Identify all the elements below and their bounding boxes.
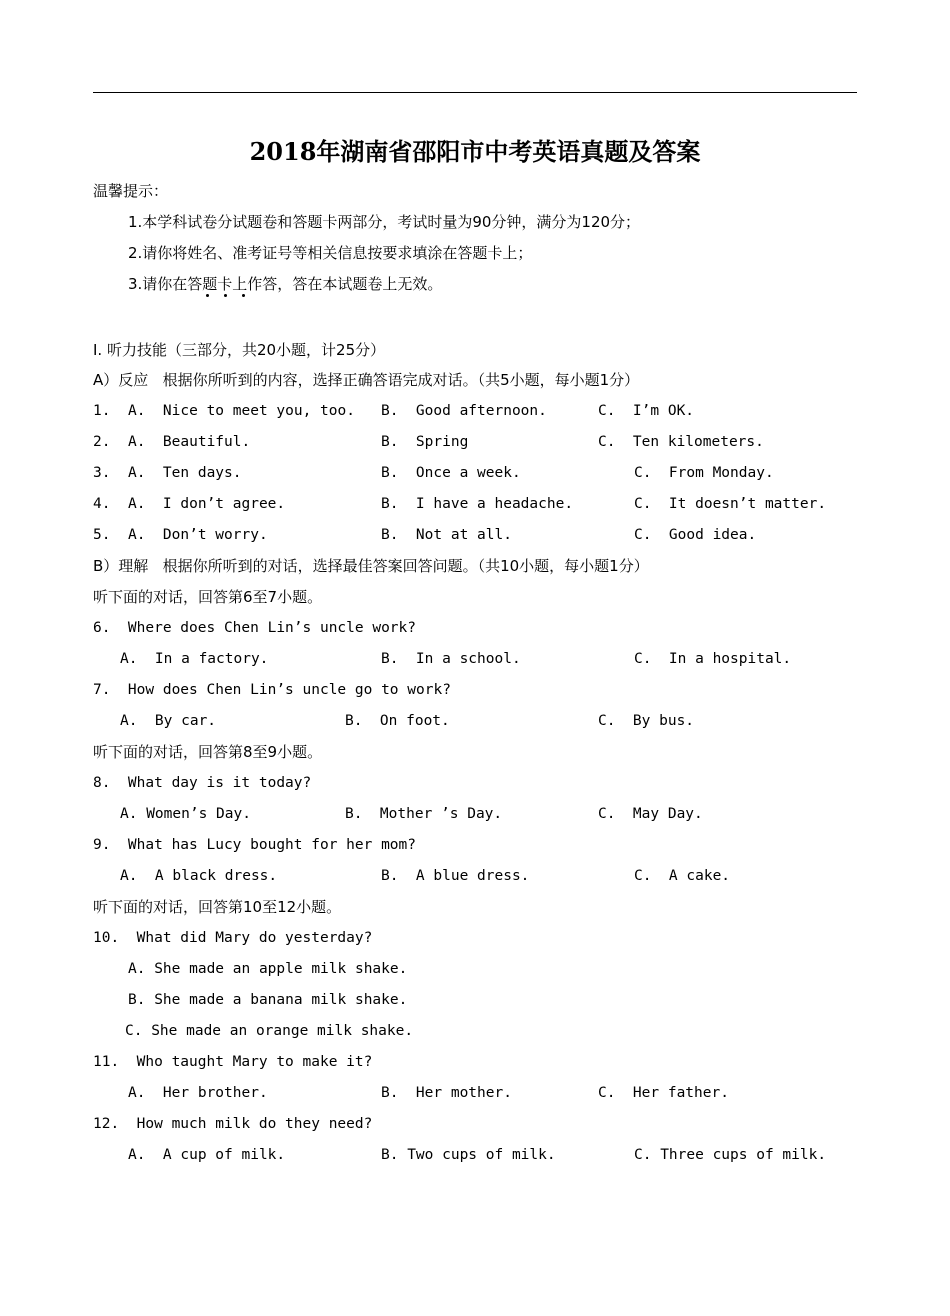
tip-item-3: 3.请你在答题卡上作答，答在本试题卷上无效。 bbox=[128, 275, 443, 293]
emphasis-dot bbox=[224, 294, 227, 297]
option-c: C. Ten kilometers. bbox=[598, 434, 764, 450]
option-a: A. Beautiful. bbox=[128, 434, 251, 450]
emphasis-dot bbox=[242, 294, 245, 297]
option-c: C. From Monday. bbox=[634, 465, 774, 481]
question-stem: 10. What did Mary do yesterday? bbox=[93, 930, 373, 946]
option-c: C. It doesn’t matter. bbox=[634, 496, 827, 512]
option-a: A. Don’t worry. bbox=[128, 527, 268, 543]
option-b: B. I have a headache. bbox=[381, 496, 574, 512]
option-a: A. A black dress. bbox=[120, 868, 278, 884]
question-number: 3. bbox=[93, 465, 111, 481]
option-b: B. A blue dress. bbox=[381, 868, 530, 884]
tip-item-1: 1.本学科试卷分试题卷和答题卡两部分，考试时量为90分钟，满分为120分； bbox=[128, 213, 641, 231]
part-a-instruction: A）反应 根据你所听到的内容，选择正确答语完成对话。（共5小题，每小题1分） bbox=[93, 371, 640, 389]
dialogue-note: 听下面的对话，回答第8至9小题。 bbox=[93, 743, 323, 761]
question-number: 1. bbox=[93, 403, 111, 419]
option-b: B. Once a week. bbox=[381, 465, 521, 481]
section-heading: Ⅰ. 听力技能（三部分，共20小题，计25分） bbox=[93, 341, 386, 359]
option-a: A. A cup of milk. bbox=[128, 1147, 286, 1163]
option-a: A. Women’s Day. bbox=[120, 806, 251, 822]
question-number: 4. bbox=[93, 496, 111, 512]
dialogue-note: 听下面的对话，回答第6至7小题。 bbox=[93, 588, 323, 606]
option-a: A. In a factory. bbox=[120, 651, 269, 667]
page-title: 2018年湖南省邵阳市中考英语真题及答案 bbox=[249, 137, 701, 166]
option-a: A. Ten days. bbox=[128, 465, 242, 481]
option-c: C. A cake. bbox=[634, 868, 731, 884]
option-c: C. Her father. bbox=[598, 1085, 729, 1101]
option-b: B. In a school. bbox=[381, 651, 521, 667]
option-a: A. She made an apple milk shake. bbox=[128, 961, 408, 977]
option-b: B. Not at all. bbox=[381, 527, 512, 543]
part-b-instruction: B）理解 根据你所听到的对话，选择最佳答案回答问题。（共10小题，每小题1分） bbox=[93, 557, 649, 575]
option-c: C. Good idea. bbox=[634, 527, 757, 543]
question-stem: 9. What has Lucy bought for her mom? bbox=[93, 837, 417, 853]
question-stem: 6. Where does Chen Lin’s uncle work? bbox=[93, 620, 417, 636]
question-number: 2. bbox=[93, 434, 111, 450]
option-c: C. I’m OK. bbox=[598, 403, 695, 419]
question-stem: 12. How much milk do they need? bbox=[93, 1116, 373, 1132]
option-b: B. On foot. bbox=[345, 713, 450, 729]
option-c: C. In a hospital. bbox=[634, 651, 792, 667]
question-stem: 8. What day is it today? bbox=[93, 775, 312, 791]
option-a: A. By car. bbox=[120, 713, 217, 729]
option-c: C. Three cups of milk. bbox=[634, 1147, 827, 1163]
question-number: 5. bbox=[93, 527, 111, 543]
tip-item-2: 2.请你将姓名、准考证号等相关信息按要求填涂在答题卡上； bbox=[128, 244, 533, 262]
option-b: B. Her mother. bbox=[381, 1085, 512, 1101]
option-c: C. By bus. bbox=[598, 713, 695, 729]
option-a: A. Nice to meet you, too. bbox=[128, 403, 355, 419]
question-stem: 7. How does Chen Lin’s uncle go to work? bbox=[93, 682, 451, 698]
option-a: A. Her brother. bbox=[128, 1085, 268, 1101]
option-b: B. Two cups of milk. bbox=[381, 1147, 556, 1163]
tips-heading: 温馨提示： bbox=[93, 182, 169, 200]
option-b: B. Good afternoon. bbox=[381, 403, 547, 419]
option-a: A. I don’t agree. bbox=[128, 496, 286, 512]
option-b: B. She made a banana milk shake. bbox=[128, 992, 408, 1008]
option-b: B. Mother ’s Day. bbox=[345, 806, 503, 822]
dialogue-note: 听下面的对话，回答第10至12小题。 bbox=[93, 898, 342, 916]
header-rule bbox=[93, 92, 857, 93]
option-c: C. May Day. bbox=[598, 806, 703, 822]
option-b: B. Spring bbox=[381, 434, 469, 450]
question-stem: 11. Who taught Mary to make it? bbox=[93, 1054, 373, 1070]
option-c: C. She made an orange milk shake. bbox=[125, 1023, 414, 1039]
emphasis-dot bbox=[206, 294, 209, 297]
